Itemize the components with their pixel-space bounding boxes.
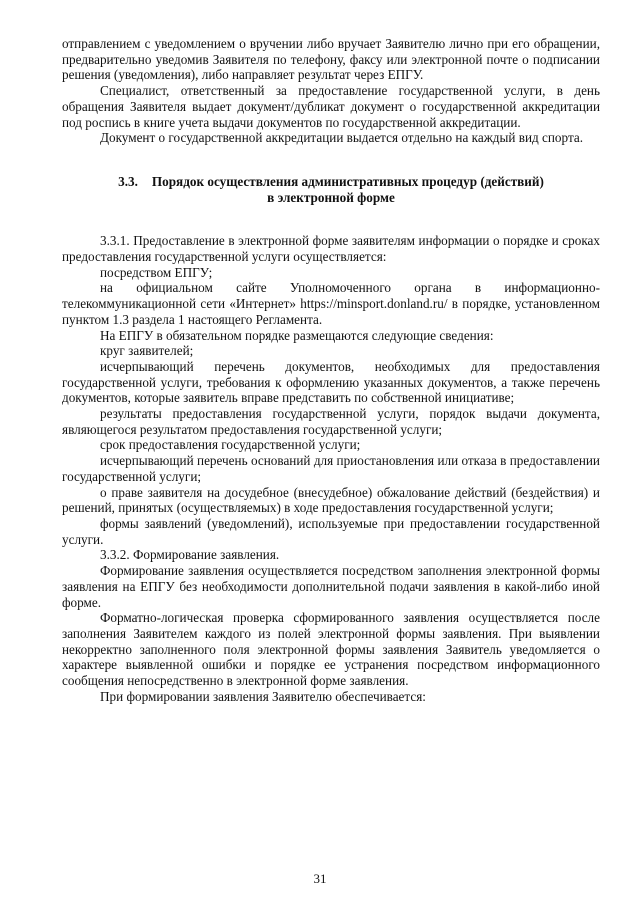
page-body <box>62 36 600 704</box>
paragraph: Форматно-логическая проверка сформированного заявления осуществляется после заполнения Заявителем каждого из полей электронной формы заявления. При выявлении некорректно заполненного поля электронной формы заявления Заявитель уведомляется о характере выявленной ошибки и порядке ее устранения посредством информационного сообщения непосредственно в электронной форме заявления. <box>62 610 600 689</box>
section-heading-line1 <box>62 174 600 190</box>
section-number: 3.3. <box>118 173 138 189</box>
paragraph: круг заявителей; <box>100 343 194 359</box>
paragraph: исчерпывающий перечень документов, необходимых для предоставления государственной услуги, требования к оформлению указанных документов, а также перечень документов, которые заявитель вправе представить по собственной инициативе; <box>62 358 600 406</box>
paragraph: срок предоставления государственной услуги; <box>100 437 361 453</box>
page-number: 31 <box>313 871 327 886</box>
paragraph: о праве заявителя на досудебное (внесудебное) обжалование действий (бездействия) и решений, принятых (осуществляемых) в ходе предоставления государственной услуги; <box>62 484 600 516</box>
section-title-line2: в электронной форме <box>267 189 395 205</box>
paragraph: посредством ЕПГУ; <box>100 264 213 280</box>
section-title-line1: Порядок осуществления административных процедур (действий) <box>151 173 544 189</box>
paragraph: Формирование заявления осуществляется посредством заполнения электронной формы заявления на ЕПГУ без необходимости дополнительной подачи заявления в какой-либо иной форме. <box>62 563 600 610</box>
paragraph: результаты предоставления государственной услуги, порядок выдачи документа, являющегося результатом предоставления государственной услуги; <box>62 406 600 437</box>
paragraph: На ЕПГУ в обязательном порядке размещаются следующие сведения: <box>100 327 494 343</box>
paragraph: 3.3.2. Формирование заявления. <box>100 547 280 563</box>
paragraph: При формировании заявления Заявителю обеспечивается: <box>100 688 426 704</box>
paragraph: формы заявлений (уведомлений), используемые при предоставлении государственной услуги. <box>62 515 600 547</box>
paragraph: Документ о государственной аккредитации выдается отдельно на каждый вид спорта. <box>100 130 584 146</box>
paragraph: отправлением с уведомлением о вручении либо вручает Заявителю лично при его обращении, предварительно уведомив Заявителя по телефону, факсу или электронной почте о подписании решения (уведомления), либо направляет результат через ЕПГУ. <box>62 36 600 83</box>
section-heading <box>62 174 600 205</box>
paragraph: исчерпывающий перечень оснований для приостановления или отказа в предоставлении государственной услуги; <box>62 453 600 484</box>
paragraph: на официальном сайте Уполномоченного органа в информационно-телекоммуникационной сети «Интернет» https://minsport.donland.ru/ в порядке, установленном пунктом 1.3 раздела 1 настоящего Регламента. <box>62 280 600 327</box>
paragraph: Специалист, ответственный за предоставление государственной услуги, в день обращения Заявителя выдает документ/дубликат документ о государственной аккредитации под роспись в книге учета выдачи документов по государственной аккредитации. <box>62 83 600 130</box>
paragraph: 3.3.1. Предоставление в электронной форме заявителям информации о порядке и сроках предоставления государственной услуги осуществляется: <box>62 233 600 265</box>
